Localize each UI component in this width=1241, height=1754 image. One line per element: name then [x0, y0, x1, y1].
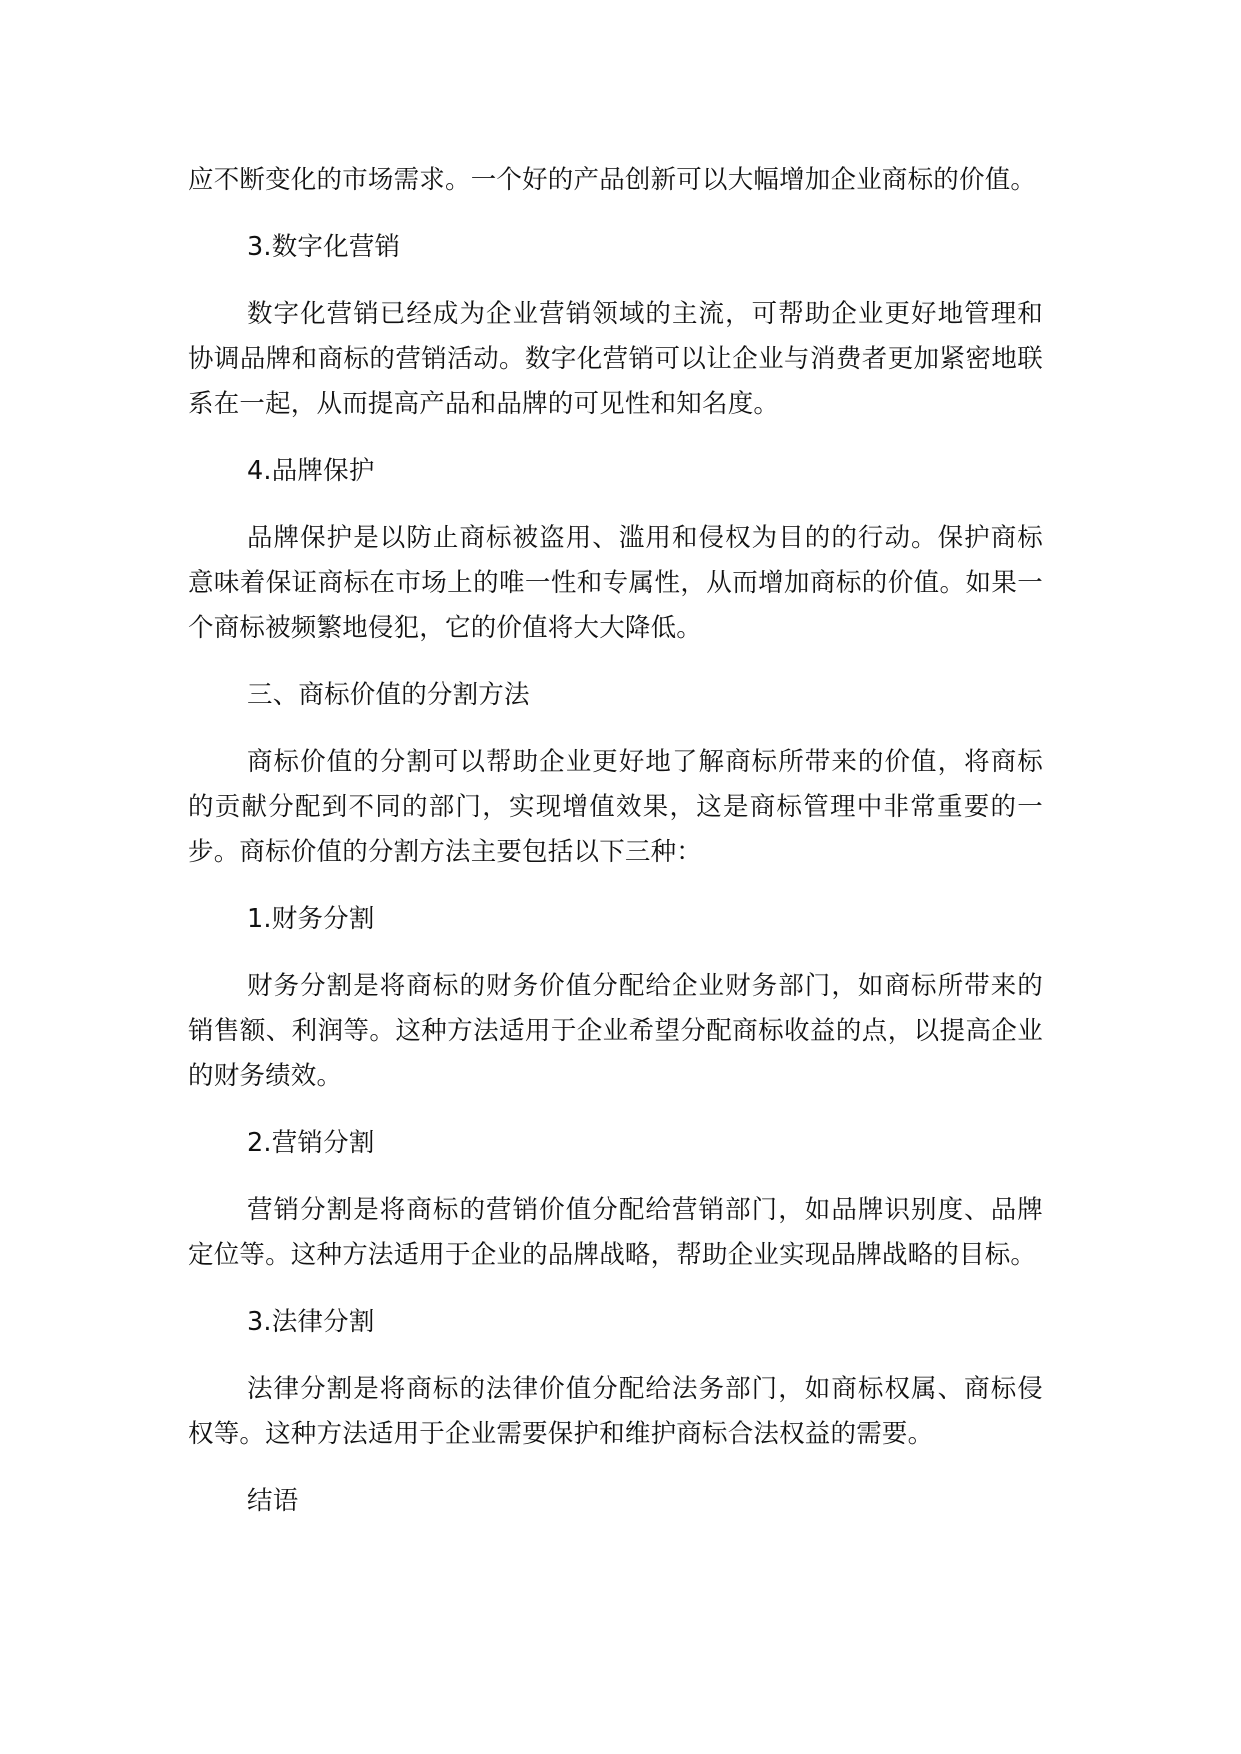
section-heading-legal-split: 3.法律分割 [247, 1307, 375, 1337]
paragraph-digital-marketing: 数字化营销已经成为企业营销领域的主流，可帮助企业更好地管理和协调品牌和商标的营销活动。数字化营销可以让企业与消费者更加紧密地联系在一起，从而提高产品和品牌的可见性和知名度。 [188, 299, 1043, 419]
paragraph-value-split-intro: 商标价值的分割可以帮助企业更好地了解商标所带来的价值，将商标的贡献分配到不同的部门，实现增值效果，这是商标管理中非常重要的一步。商标价值的分割方法主要包括以下三种： [188, 747, 1043, 867]
section-heading-conclusion: 结语 [247, 1486, 299, 1516]
paragraph-brand-protection: 品牌保护是以防止商标被盗用、滥用和侵权为目的的行动。保护商标意味着保证商标在市场上的唯一性和专属性，从而增加商标的价值。如果一个商标被频繁地侵犯，它的价值将大大降低。 [188, 523, 1043, 643]
section-heading-digital-marketing: 3.数字化营销 [247, 232, 401, 262]
section-heading-financial-split: 1.财务分割 [247, 904, 375, 934]
section-heading-marketing-split: 2.营销分割 [247, 1128, 375, 1158]
document-body [188, 158, 1043, 1546]
section-heading-value-split-methods: 三、商标价值的分割方法 [247, 680, 530, 710]
paragraph-legal-split: 法律分割是将商标的法律价值分配给法务部门，如商标权属、商标侵权等。这种方法适用于企业需要保护和维护商标合法权益的需要。 [188, 1374, 1043, 1449]
paragraph-marketing-split: 营销分割是将商标的营销价值分配给营销部门，如品牌识别度、品牌定位等。这种方法适用于企业的品牌战略，帮助企业实现品牌战略的目标。 [188, 1195, 1043, 1270]
paragraph-continuation: 应不断变化的市场需求。一个好的产品创新可以大幅增加企业商标的价值。 [188, 165, 1037, 195]
paragraph-financial-split: 财务分割是将商标的财务价值分配给企业财务部门，如商标所带来的销售额、利润等。这种方法适用于企业希望分配商标收益的点，以提高企业的财务绩效。 [188, 971, 1043, 1091]
section-heading-brand-protection: 4.品牌保护 [247, 456, 375, 486]
